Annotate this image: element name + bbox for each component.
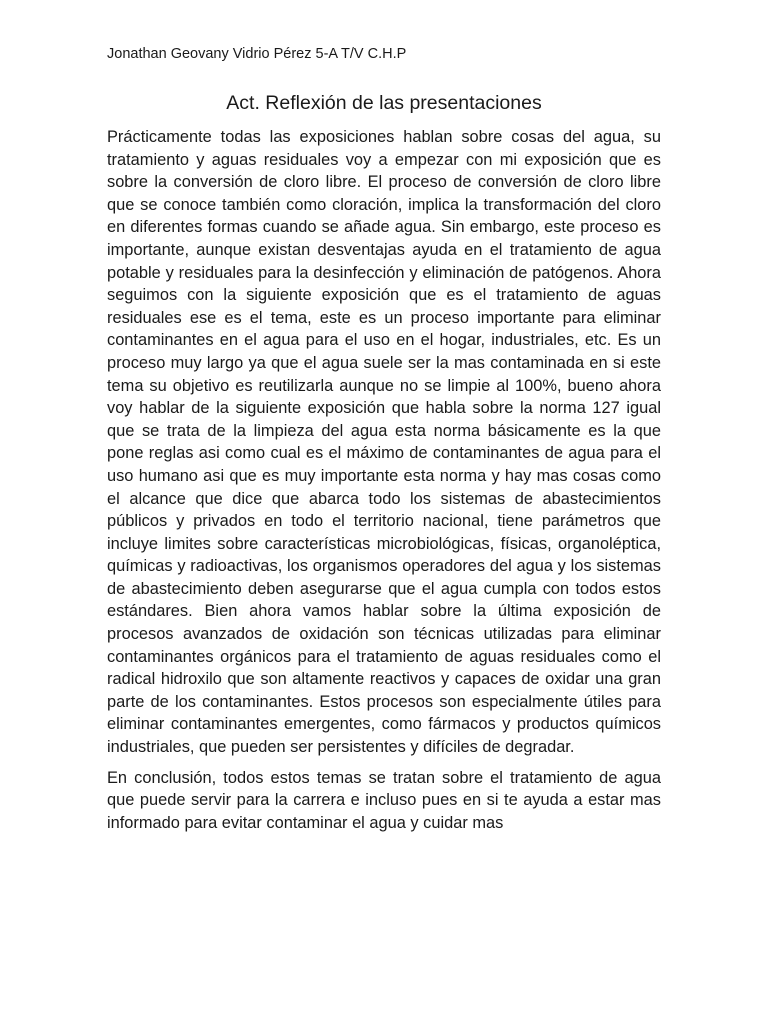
author-line: Jonathan Geovany Vidrio Pérez 5-A T/V C.H.P: [107, 46, 407, 62]
body-paragraph: Prácticamente todas las exposiciones hablan sobre cosas del agua, su tratamiento y aguas residuales voy a empezar con mi exposición que es sobre la conversión de cloro libre. El proceso de conversión de cloro libre que se conoce también como cloración, implica la transformación del cloro en diferentes formas cuando se añade agua. Sin embargo, este proceso es importante, aunque existan desventajas ayuda en el tratamiento de agua potable y residuales para la desinfección y eliminación de patógenos. Ahora seguimos con la siguiente exposición que es el tratamiento de aguas residuales ese es el tema, este es un proceso importante para eliminar contaminantes en el agua para el uso en el hogar, industriales, etc. Es un proceso muy largo ya que el agua suele ser la mas contaminada en si este tema su objetivo es reutilizarla aunque no se limpie al 100%, bueno ahora voy hablar de la siguiente exposición que habla sobre la norma 127 igual que se trata de la limpieza del agua esta norma básicamente es la que pone reglas asi como cual es el máximo de contaminantes de agua para el uso humano asi que es muy importante esta norma y hay mas cosas como el alcance que dice que abarca todo los sistemas de abastecimientos públicos y privados en todo el territorio nacional, tiene parámetros que incluye limites sobre características microbiológicas, físicas, organoléptica, químicas y radioactivas, los organismos operadores del agua y los sistemas de abastecimiento deben asegurarse que el agua cumpla con todos estos estándares. Bien ahora vamos hablar sobre la última exposición de procesos avanzados de oxidación son técnicas utilizadas para eliminar contaminantes orgánicos para el tratamiento de aguas residuales como el radical hidroxilo que son altamente reactivos y capaces de oxidar una gran parte de los contaminantes. Estos procesos son especialmente útiles para eliminar contaminantes emergentes, como fármacos y productos químicos industriales, que pueden ser persistentes y difíciles de degradar.: [107, 128, 661, 757]
document-title: Act. Reflexión de las presentaciones: [226, 92, 542, 114]
document-body: [107, 126, 661, 834]
conclusion-paragraph: En conclusión, todos estos temas se tratan sobre el tratamiento de agua que puede servir para la carrera e incluso pues en si te ayuda a estar mas informado para evitar contaminar el agua y cuidar mas: [107, 768, 661, 832]
